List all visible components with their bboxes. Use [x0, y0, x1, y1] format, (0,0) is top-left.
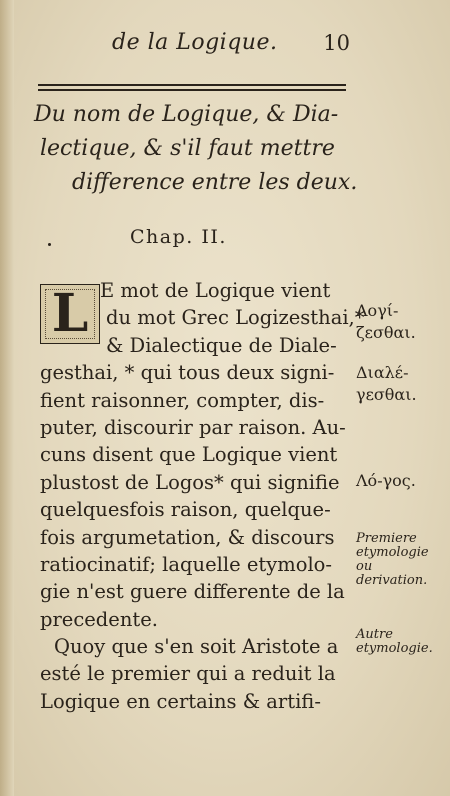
- body-line: & Dialectique de Diale-: [106, 333, 337, 357]
- running-head: de la Logique.: [112, 30, 278, 55]
- body-line: ratiocinatif; laquelle etymolo-: [40, 552, 333, 576]
- dropcap-letter: L: [51, 283, 89, 344]
- body-line: puter, discourir par raison. Au-: [40, 415, 346, 439]
- body-line: gie n'est guere differente de la: [40, 580, 345, 604]
- chapter-heading: Chap. II.: [130, 226, 227, 248]
- body-line: fient raisonner, compter, dis-: [40, 388, 325, 412]
- body-line: E mot de Logique vient: [100, 279, 331, 302]
- body-line: Logique en certains & artifi-: [40, 689, 321, 713]
- body-line: Quoy que s'en soit Aristote a: [54, 635, 339, 659]
- header-rule-bottom: [38, 89, 346, 91]
- margin-note-greek: Διαλέ-γεσθαι.: [356, 363, 417, 404]
- title-line: Du nom de Logique, & Dia-: [34, 102, 339, 127]
- margin-note: Premiere etymologie ou derivation.: [356, 531, 429, 588]
- body-line: cuns disent que Logique vient: [40, 443, 338, 467]
- header-rule-top: [38, 84, 346, 86]
- page-edge: [0, 0, 14, 796]
- body-line: precedente.: [40, 607, 158, 631]
- body-text: [40, 277, 365, 715]
- body-line: quelquesfois raison, quelque-: [40, 498, 331, 522]
- margin-note-greek: Λό-γος.: [356, 471, 416, 490]
- margin-note: Autre etymologie.: [356, 627, 433, 656]
- body-line: gesthai, * qui tous deux signi-: [40, 361, 335, 385]
- body-line: fois argumetation, & discours: [40, 525, 335, 549]
- body-line: plustost de Logos* qui signifie: [40, 470, 340, 494]
- page-header: [100, 30, 360, 60]
- margin-note-greek: Λογί-ζεσθαι.: [356, 301, 416, 342]
- title-line: lectique, & s'il faut mettre: [40, 136, 335, 161]
- decorative-dot: [48, 243, 51, 246]
- page-number: 10: [323, 31, 350, 55]
- section-title: [34, 98, 358, 200]
- body-line: du mot Grec Logizesthai,*: [106, 306, 365, 330]
- body-line: esté le premier qui a reduit la: [40, 662, 336, 686]
- title-line: difference entre les deux.: [72, 170, 358, 195]
